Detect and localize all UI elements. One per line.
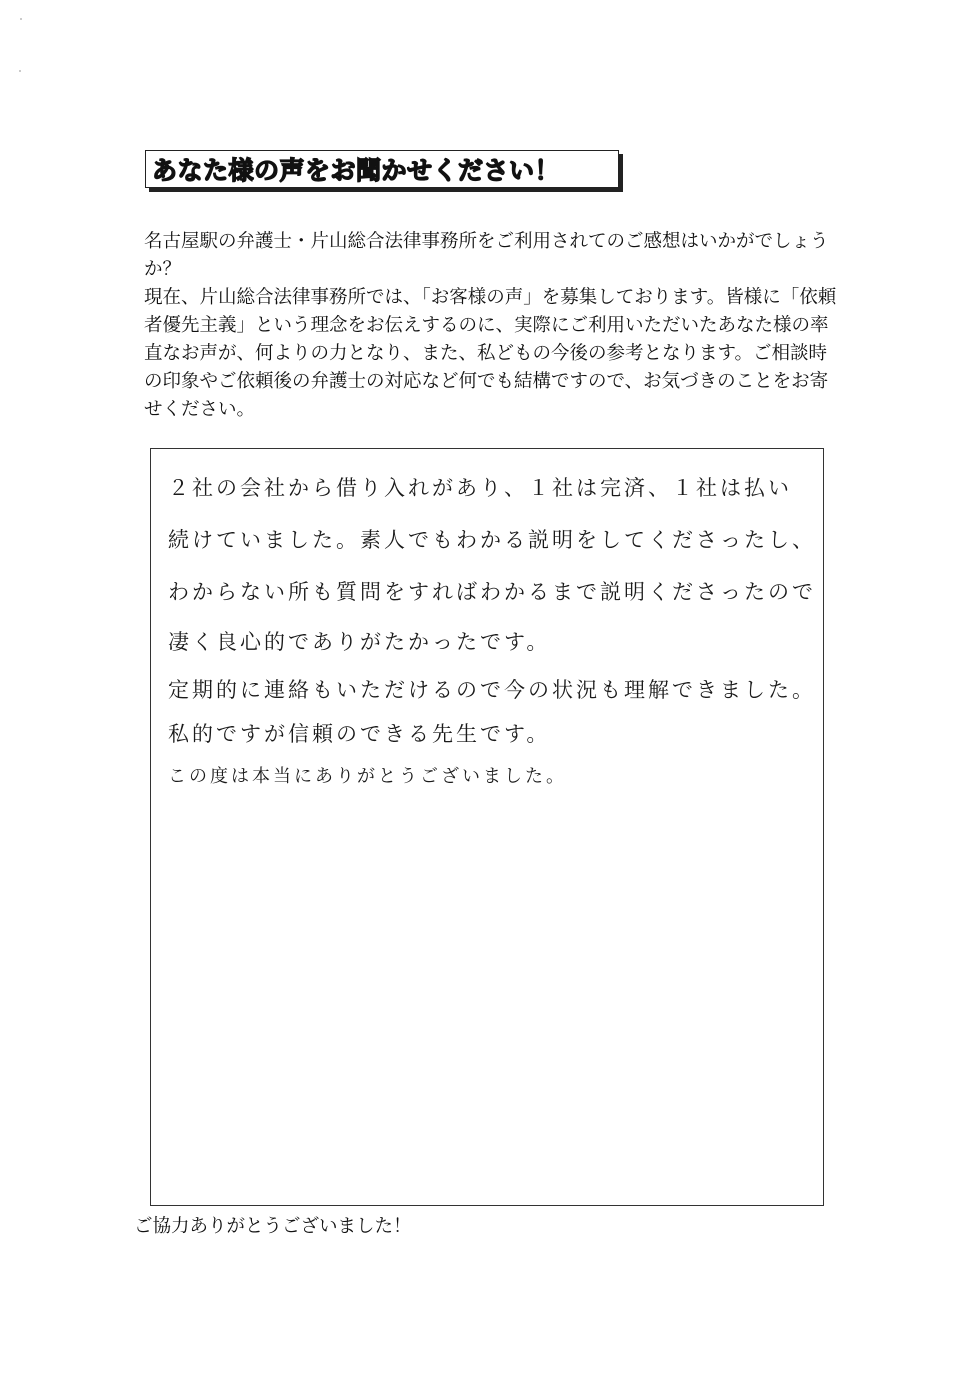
page-title: あなた様の声をお聞かせください！ bbox=[152, 156, 561, 185]
scan-speck bbox=[19, 70, 21, 72]
intro-text bbox=[144, 228, 844, 424]
answer-line: 定期的に連絡もいただけるので今の状況も理解できました。 bbox=[168, 678, 816, 702]
title-banner bbox=[145, 150, 619, 188]
answer-box bbox=[150, 448, 824, 1206]
answer-line: この度は本当にありがとうございました。 bbox=[168, 766, 567, 787]
answer-line: ２社の会社から借り入れがあり、１社は完済、１社は払い bbox=[168, 476, 792, 500]
answer-line: 凄く良心的でありがたかったです。 bbox=[168, 630, 551, 654]
intro-question: 名古屋駅の弁護士・片山総合法律事務所をご利用されてのご感想はいかがでしょうか？ bbox=[144, 231, 829, 280]
answer-line: 私的ですが信頼のできる先生です。 bbox=[168, 722, 551, 746]
footer-thanks: ご協力ありがとうございました！ bbox=[134, 1216, 412, 1237]
intro-request: 現在、片山総合法律事務所では、「お客様の声」を募集しております。皆様に「依頼者優先主義」という理念をお伝えするのに、実際にご利用いただいたあなた様の率直なお声が、何よりの力となり、また、私どもの今後の参考となります。ご相談時の印象やご依頼後の弁護士の対応など何でも結構ですので、お気づきのことをお寄せください。 bbox=[144, 287, 837, 420]
answer-line: 続けていました。素人でもわかる説明をしてくださったし、 bbox=[168, 528, 816, 552]
answer-line: わからない所も質問をすればわかるまで説明くださったので bbox=[168, 580, 816, 604]
scan-speck bbox=[20, 18, 22, 20]
